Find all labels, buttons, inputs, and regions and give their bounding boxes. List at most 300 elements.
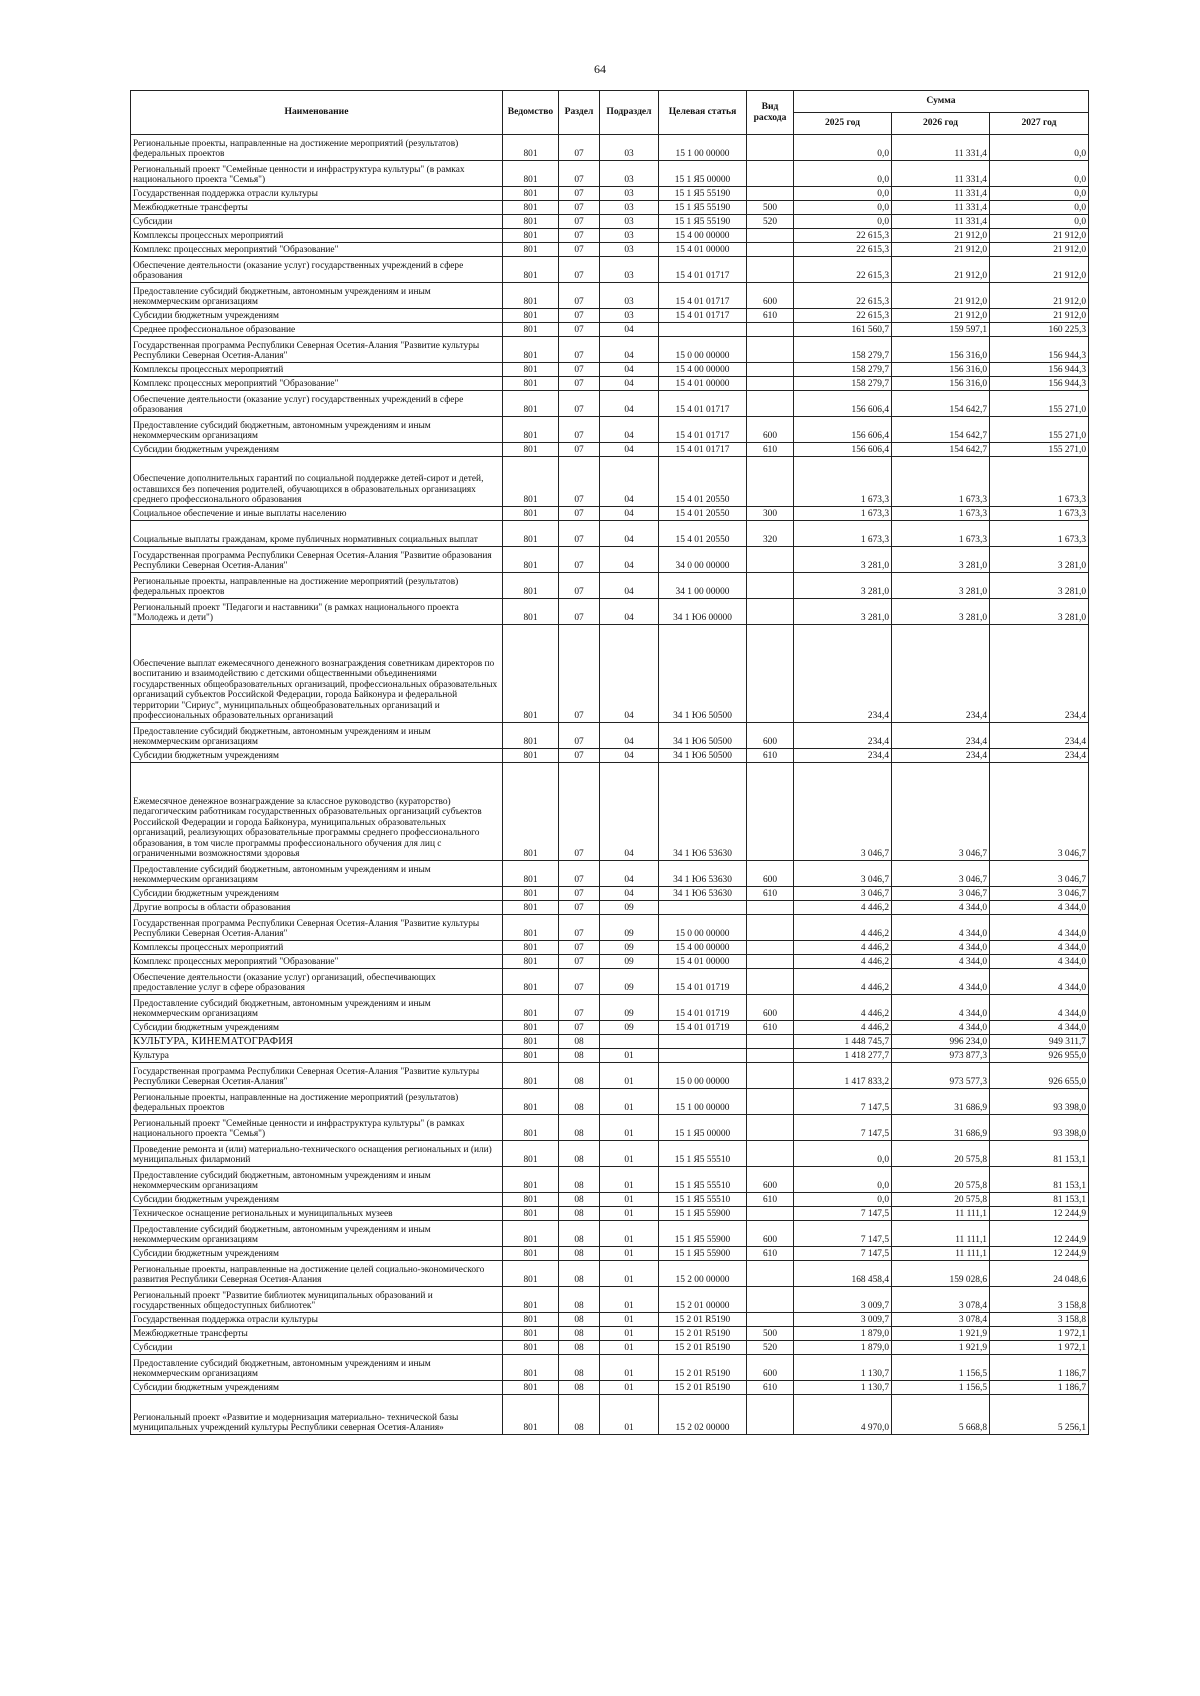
- row-subsection: 04: [600, 625, 659, 723]
- row-subsection: [600, 1035, 659, 1049]
- row-target: 15 4 01 00000: [659, 243, 747, 257]
- row-target: 34 1 Ю6 50500: [659, 625, 747, 723]
- row-name: Региональный проект "Педагоги и наставники" (в рамках национального проекта "Молодежь и дети"): [131, 599, 503, 625]
- row-2025: 4 446,2: [794, 969, 892, 995]
- table-row: [131, 1115, 1089, 1141]
- row-subsection: 01: [600, 1395, 659, 1435]
- row-target: 34 0 00 00000: [659, 547, 747, 573]
- row-2027: 21 912,0: [990, 283, 1089, 309]
- row-subsection: 01: [600, 1049, 659, 1063]
- row-2026: 154 642,7: [892, 443, 990, 457]
- table-row: [131, 337, 1089, 363]
- row-subsection: 03: [600, 257, 659, 283]
- row-dept: 801: [503, 1287, 559, 1313]
- row-2026: 4 344,0: [892, 1021, 990, 1035]
- row-2025: 3 046,7: [794, 861, 892, 887]
- row-section: 07: [559, 443, 600, 457]
- row-name: Государственная поддержка отрасли культуры: [131, 187, 503, 201]
- table-row: [131, 969, 1089, 995]
- row-2026: 159 597,1: [892, 323, 990, 337]
- row-2026: 1 921,9: [892, 1341, 990, 1355]
- row-2025: 234,4: [794, 723, 892, 749]
- row-target: 15 4 01 00000: [659, 955, 747, 969]
- row-dept: 801: [503, 1035, 559, 1049]
- row-dept: 801: [503, 1247, 559, 1261]
- row-2025: 158 279,7: [794, 337, 892, 363]
- row-2027: 21 912,0: [990, 257, 1089, 283]
- row-expense: [747, 257, 794, 283]
- row-section: 07: [559, 901, 600, 915]
- row-2026: 159 028,6: [892, 1261, 990, 1287]
- row-target: 15 0 00 00000: [659, 337, 747, 363]
- row-2026: 3 281,0: [892, 573, 990, 599]
- row-expense: [747, 625, 794, 723]
- row-2027: 4 344,0: [990, 995, 1089, 1021]
- row-section: 07: [559, 507, 600, 521]
- row-target: 15 0 00 00000: [659, 915, 747, 941]
- row-2025: 22 615,3: [794, 243, 892, 257]
- row-dept: 801: [503, 1221, 559, 1247]
- row-section: 08: [559, 1381, 600, 1395]
- row-section: 08: [559, 1063, 600, 1089]
- row-2026: 20 575,8: [892, 1141, 990, 1167]
- table-row: [131, 955, 1089, 969]
- row-expense: [747, 377, 794, 391]
- row-name: Региональный проект «Развитие и модернизация материально- технической базы муниципальных учреждений культуры Республики северная Осетия-Алания»: [131, 1395, 503, 1435]
- row-section: 08: [559, 1049, 600, 1063]
- row-section: 08: [559, 1115, 600, 1141]
- row-dept: 801: [503, 861, 559, 887]
- row-target: 15 2 01 R5190: [659, 1341, 747, 1355]
- row-2025: 1 418 277,7: [794, 1049, 892, 1063]
- row-expense: 610: [747, 1193, 794, 1207]
- row-dept: 801: [503, 1381, 559, 1395]
- row-2025: 4 446,2: [794, 1021, 892, 1035]
- row-subsection: 04: [600, 417, 659, 443]
- row-subsection: 09: [600, 955, 659, 969]
- table-row: [131, 1341, 1089, 1355]
- row-section: 07: [559, 995, 600, 1021]
- row-target: 15 4 01 01717: [659, 417, 747, 443]
- row-2027: 155 271,0: [990, 443, 1089, 457]
- row-subsection: 04: [600, 521, 659, 547]
- row-dept: 801: [503, 1207, 559, 1221]
- row-2025: 0,0: [794, 161, 892, 187]
- row-2026: 11 331,4: [892, 215, 990, 229]
- row-2026: 21 912,0: [892, 243, 990, 257]
- table-row: [131, 135, 1089, 161]
- row-section: 07: [559, 941, 600, 955]
- row-2026: 156 316,0: [892, 363, 990, 377]
- row-subsection: 09: [600, 915, 659, 941]
- row-name: Среднее профессиональное образование: [131, 323, 503, 337]
- row-subsection: 03: [600, 135, 659, 161]
- row-target: 15 4 00 00000: [659, 229, 747, 243]
- row-expense: [747, 547, 794, 573]
- row-subsection: 01: [600, 1089, 659, 1115]
- row-name: Субсидии бюджетным учреждениям: [131, 1021, 503, 1035]
- row-subsection: 01: [600, 1355, 659, 1381]
- row-dept: 801: [503, 1193, 559, 1207]
- row-expense: [747, 901, 794, 915]
- row-2027: 1 673,3: [990, 521, 1089, 547]
- row-2025: 7 147,5: [794, 1115, 892, 1141]
- table-row: [131, 625, 1089, 723]
- budget-table: [130, 90, 1089, 1435]
- row-2027: 24 048,6: [990, 1261, 1089, 1287]
- row-dept: 801: [503, 1141, 559, 1167]
- row-2025: 4 446,2: [794, 955, 892, 969]
- row-2025: 22 615,3: [794, 309, 892, 323]
- row-section: 08: [559, 1261, 600, 1287]
- row-expense: [747, 337, 794, 363]
- row-target: 15 4 01 20550: [659, 507, 747, 521]
- row-subsection: 01: [600, 1167, 659, 1193]
- row-expense: [747, 1089, 794, 1115]
- row-2027: 0,0: [990, 161, 1089, 187]
- row-2025: 3 046,7: [794, 763, 892, 861]
- row-dept: 801: [503, 257, 559, 283]
- table-row: [131, 1089, 1089, 1115]
- row-target: 15 4 01 00000: [659, 377, 747, 391]
- row-subsection: 04: [600, 763, 659, 861]
- row-section: 07: [559, 257, 600, 283]
- row-target: 34 1 00 00000: [659, 573, 747, 599]
- row-2027: 12 244,9: [990, 1221, 1089, 1247]
- row-name: Субсидии: [131, 1341, 503, 1355]
- row-target: 15 4 01 01719: [659, 1021, 747, 1035]
- row-2027: 21 912,0: [990, 243, 1089, 257]
- row-2026: 11 111,1: [892, 1247, 990, 1261]
- table-row: [131, 723, 1089, 749]
- row-target: 15 1 Я5 00000: [659, 1115, 747, 1141]
- row-2025: 3 009,7: [794, 1287, 892, 1313]
- row-target: 15 1 00 00000: [659, 135, 747, 161]
- row-2027: 234,4: [990, 625, 1089, 723]
- row-target: 15 4 01 01719: [659, 969, 747, 995]
- row-section: 07: [559, 955, 600, 969]
- row-2026: 31 686,9: [892, 1115, 990, 1141]
- table-row: [131, 229, 1089, 243]
- row-target: 15 1 Я5 55510: [659, 1193, 747, 1207]
- row-section: 07: [559, 861, 600, 887]
- row-2026: 31 686,9: [892, 1089, 990, 1115]
- row-target: 15 2 01 R5190: [659, 1355, 747, 1381]
- row-subsection: 03: [600, 161, 659, 187]
- row-2026: 3 078,4: [892, 1287, 990, 1313]
- row-2027: 1 186,7: [990, 1355, 1089, 1381]
- row-2025: 3 281,0: [794, 573, 892, 599]
- row-2026: 11 331,4: [892, 135, 990, 161]
- row-subsection: 03: [600, 215, 659, 229]
- row-target: 34 1 Ю6 53630: [659, 861, 747, 887]
- row-subsection: 01: [600, 1261, 659, 1287]
- row-subsection: 04: [600, 377, 659, 391]
- row-2027: 4 344,0: [990, 955, 1089, 969]
- row-expense: [747, 1141, 794, 1167]
- row-section: 07: [559, 763, 600, 861]
- row-target: 34 1 Ю6 00000: [659, 599, 747, 625]
- row-subsection: 01: [600, 1313, 659, 1327]
- row-2025: 4 970,0: [794, 1395, 892, 1435]
- row-expense: [747, 573, 794, 599]
- row-name: Обеспечение дополнительных гарантий по социальной поддержке детей-сирот и детей, оставшихся без попечения родителей, обучающихся в образовательных организациях среднего профессионального образования: [131, 457, 503, 507]
- row-section: 07: [559, 573, 600, 599]
- row-target: 15 1 00 00000: [659, 1089, 747, 1115]
- row-2025: 4 446,2: [794, 901, 892, 915]
- row-2027: 3 046,7: [990, 861, 1089, 887]
- row-subsection: 09: [600, 941, 659, 955]
- row-section: 07: [559, 417, 600, 443]
- row-2026: 1 156,5: [892, 1381, 990, 1395]
- row-2026: 996 234,0: [892, 1035, 990, 1049]
- row-2025: 158 279,7: [794, 363, 892, 377]
- row-2027: 156 944,3: [990, 363, 1089, 377]
- row-dept: 801: [503, 521, 559, 547]
- row-2026: 20 575,8: [892, 1193, 990, 1207]
- table-row: [131, 161, 1089, 187]
- row-2026: 3 078,4: [892, 1313, 990, 1327]
- row-name: Межбюджетные трансферты: [131, 1327, 503, 1341]
- row-2025: 0,0: [794, 1141, 892, 1167]
- row-2027: 93 398,0: [990, 1115, 1089, 1141]
- row-target: 15 2 01 R5190: [659, 1313, 747, 1327]
- row-2026: 5 668,8: [892, 1395, 990, 1435]
- row-expense: 610: [747, 749, 794, 763]
- table-row: [131, 887, 1089, 901]
- row-2025: 22 615,3: [794, 229, 892, 243]
- row-2025: 1 673,3: [794, 521, 892, 547]
- row-dept: 801: [503, 323, 559, 337]
- row-2027: 0,0: [990, 201, 1089, 215]
- row-subsection: 01: [600, 1063, 659, 1089]
- row-dept: 801: [503, 229, 559, 243]
- row-target: 15 4 01 01717: [659, 443, 747, 457]
- row-section: 07: [559, 915, 600, 941]
- row-2027: 12 244,9: [990, 1207, 1089, 1221]
- row-2027: 949 311,7: [990, 1035, 1089, 1049]
- row-expense: [747, 1207, 794, 1221]
- row-2026: 234,4: [892, 749, 990, 763]
- row-dept: 801: [503, 955, 559, 969]
- row-2025: 22 615,3: [794, 257, 892, 283]
- row-section: 07: [559, 457, 600, 507]
- row-dept: 801: [503, 283, 559, 309]
- row-2027: 3 281,0: [990, 599, 1089, 625]
- row-2025: 0,0: [794, 215, 892, 229]
- row-section: 07: [559, 547, 600, 573]
- row-subsection: 04: [600, 573, 659, 599]
- row-2026: 1 673,3: [892, 507, 990, 521]
- row-expense: [747, 969, 794, 995]
- row-2026: 234,4: [892, 625, 990, 723]
- row-2027: 234,4: [990, 723, 1089, 749]
- row-expense: [747, 457, 794, 507]
- row-dept: 801: [503, 995, 559, 1021]
- row-name: Обеспечение деятельности (оказание услуг) государственных учреждений в сфере образования: [131, 257, 503, 283]
- row-dept: 801: [503, 625, 559, 723]
- row-section: 08: [559, 1193, 600, 1207]
- row-name: Региональные проекты, направленные на достижение целей социально-экономического развития Республики Северная Осетия-Алания: [131, 1261, 503, 1287]
- row-target: 15 1 Я5 55900: [659, 1221, 747, 1247]
- row-name: Предоставление субсидий бюджетным, автономным учреждениям и иным некоммерческим организациям: [131, 995, 503, 1021]
- row-expense: [747, 915, 794, 941]
- row-expense: 600: [747, 1221, 794, 1247]
- row-2027: 81 153,1: [990, 1193, 1089, 1207]
- page-number: 64: [594, 62, 606, 76]
- row-dept: 801: [503, 1089, 559, 1115]
- row-2027: 4 344,0: [990, 969, 1089, 995]
- header-2027: 2027 год: [990, 113, 1089, 135]
- row-expense: 320: [747, 521, 794, 547]
- table-row: [131, 1193, 1089, 1207]
- row-name: Комплексы процессных мероприятий: [131, 941, 503, 955]
- table-row: [131, 547, 1089, 573]
- table-body: [131, 135, 1089, 1435]
- header-name: Наименование: [131, 91, 503, 135]
- row-section: 07: [559, 723, 600, 749]
- row-target: 15 4 01 01719: [659, 995, 747, 1021]
- table-row: [131, 417, 1089, 443]
- row-section: 07: [559, 243, 600, 257]
- table-row: [131, 1327, 1089, 1341]
- row-subsection: 03: [600, 187, 659, 201]
- row-expense: 610: [747, 887, 794, 901]
- row-section: 08: [559, 1207, 600, 1221]
- row-target: [659, 901, 747, 915]
- row-subsection: 03: [600, 229, 659, 243]
- row-2027: 81 153,1: [990, 1167, 1089, 1193]
- row-subsection: 01: [600, 1327, 659, 1341]
- row-expense: [747, 763, 794, 861]
- row-subsection: 01: [600, 1141, 659, 1167]
- row-2027: 4 344,0: [990, 915, 1089, 941]
- row-dept: 801: [503, 201, 559, 215]
- row-subsection: 04: [600, 323, 659, 337]
- row-subsection: 04: [600, 749, 659, 763]
- row-name: Региональный проект "Семейные ценности и инфраструктура культуры" (в рамках национального проекта "Семья"): [131, 161, 503, 187]
- row-target: [659, 1049, 747, 1063]
- row-2026: 973 877,3: [892, 1049, 990, 1063]
- row-section: 07: [559, 337, 600, 363]
- row-expense: 600: [747, 995, 794, 1021]
- row-2026: 3 281,0: [892, 599, 990, 625]
- row-name: Культура: [131, 1049, 503, 1063]
- row-name: Межбюджетные трансферты: [131, 201, 503, 215]
- row-target: [659, 1035, 747, 1049]
- row-2027: 3 158,8: [990, 1287, 1089, 1313]
- table-row: [131, 457, 1089, 507]
- row-subsection: 03: [600, 309, 659, 323]
- row-section: 08: [559, 1035, 600, 1049]
- row-expense: 600: [747, 283, 794, 309]
- table-row: [131, 1381, 1089, 1395]
- row-expense: 600: [747, 861, 794, 887]
- row-name: Социальные выплаты гражданам, кроме публичных нормативных социальных выплат: [131, 521, 503, 547]
- row-subsection: 04: [600, 443, 659, 457]
- row-2025: 3 281,0: [794, 599, 892, 625]
- row-2027: 81 153,1: [990, 1141, 1089, 1167]
- row-target: 15 1 Я5 55190: [659, 187, 747, 201]
- row-2025: 7 147,5: [794, 1207, 892, 1221]
- row-2025: 234,4: [794, 749, 892, 763]
- row-2026: 3 046,7: [892, 887, 990, 901]
- row-2027: 3 158,8: [990, 1313, 1089, 1327]
- row-2026: 11 331,4: [892, 187, 990, 201]
- row-2026: 4 344,0: [892, 941, 990, 955]
- row-subsection: 04: [600, 337, 659, 363]
- row-name: Субсидии: [131, 215, 503, 229]
- row-expense: [747, 391, 794, 417]
- row-2025: 3 009,7: [794, 1313, 892, 1327]
- row-section: 08: [559, 1313, 600, 1327]
- row-subsection: 09: [600, 969, 659, 995]
- row-2025: 7 147,5: [794, 1221, 892, 1247]
- row-target: 15 1 Я5 00000: [659, 161, 747, 187]
- row-dept: 801: [503, 215, 559, 229]
- row-expense: 520: [747, 1341, 794, 1355]
- table-row: [131, 443, 1089, 457]
- row-2025: 7 147,5: [794, 1089, 892, 1115]
- row-dept: 801: [503, 1063, 559, 1089]
- row-name: Региональные проекты, направленные на достижение мероприятий (результатов) федеральных проектов: [131, 573, 503, 599]
- row-dept: 801: [503, 187, 559, 201]
- row-expense: [747, 1395, 794, 1435]
- row-2026: 3 046,7: [892, 763, 990, 861]
- row-section: 07: [559, 969, 600, 995]
- row-subsection: 09: [600, 1021, 659, 1035]
- row-dept: 801: [503, 377, 559, 391]
- row-2026: 21 912,0: [892, 309, 990, 323]
- table-row: [131, 377, 1089, 391]
- row-dept: 801: [503, 887, 559, 901]
- row-section: 08: [559, 1395, 600, 1435]
- header-expense: Вид расхода: [747, 91, 794, 135]
- row-name: Региональный проект "Семейные ценности и инфраструктура культуры" (в рамках национального проекта "Семья"): [131, 1115, 503, 1141]
- row-target: 15 4 01 01717: [659, 309, 747, 323]
- row-2025: 156 606,4: [794, 417, 892, 443]
- row-subsection: 01: [600, 1221, 659, 1247]
- row-expense: [747, 1287, 794, 1313]
- row-name: Предоставление субсидий бюджетным, автономным учреждениям и иным некоммерческим организациям: [131, 1221, 503, 1247]
- row-dept: 801: [503, 443, 559, 457]
- row-2026: 21 912,0: [892, 283, 990, 309]
- table-row: [131, 599, 1089, 625]
- row-target: 15 4 01 20550: [659, 457, 747, 507]
- row-expense: [747, 135, 794, 161]
- table-row: [131, 215, 1089, 229]
- row-target: 34 1 Ю6 50500: [659, 749, 747, 763]
- row-name: Региональные проекты, направленные на достижение мероприятий (результатов) федеральных проектов: [131, 1089, 503, 1115]
- row-section: 07: [559, 599, 600, 625]
- row-expense: [747, 941, 794, 955]
- row-2027: 3 046,7: [990, 887, 1089, 901]
- row-target: 15 4 00 00000: [659, 941, 747, 955]
- row-2027: 3 046,7: [990, 763, 1089, 861]
- row-dept: 801: [503, 1395, 559, 1435]
- row-name: Региональные проекты, направленные на достижение мероприятий (результатов) федеральных проектов: [131, 135, 503, 161]
- table-row: [131, 915, 1089, 941]
- row-2025: 1 673,3: [794, 507, 892, 521]
- header-2025: 2025 год: [794, 113, 892, 135]
- row-2027: 21 912,0: [990, 309, 1089, 323]
- table-row: [131, 861, 1089, 887]
- row-dept: 801: [503, 1021, 559, 1035]
- row-name: Субсидии бюджетным учреждениям: [131, 443, 503, 457]
- row-section: 07: [559, 391, 600, 417]
- row-subsection: 01: [600, 1115, 659, 1141]
- table-row: [131, 901, 1089, 915]
